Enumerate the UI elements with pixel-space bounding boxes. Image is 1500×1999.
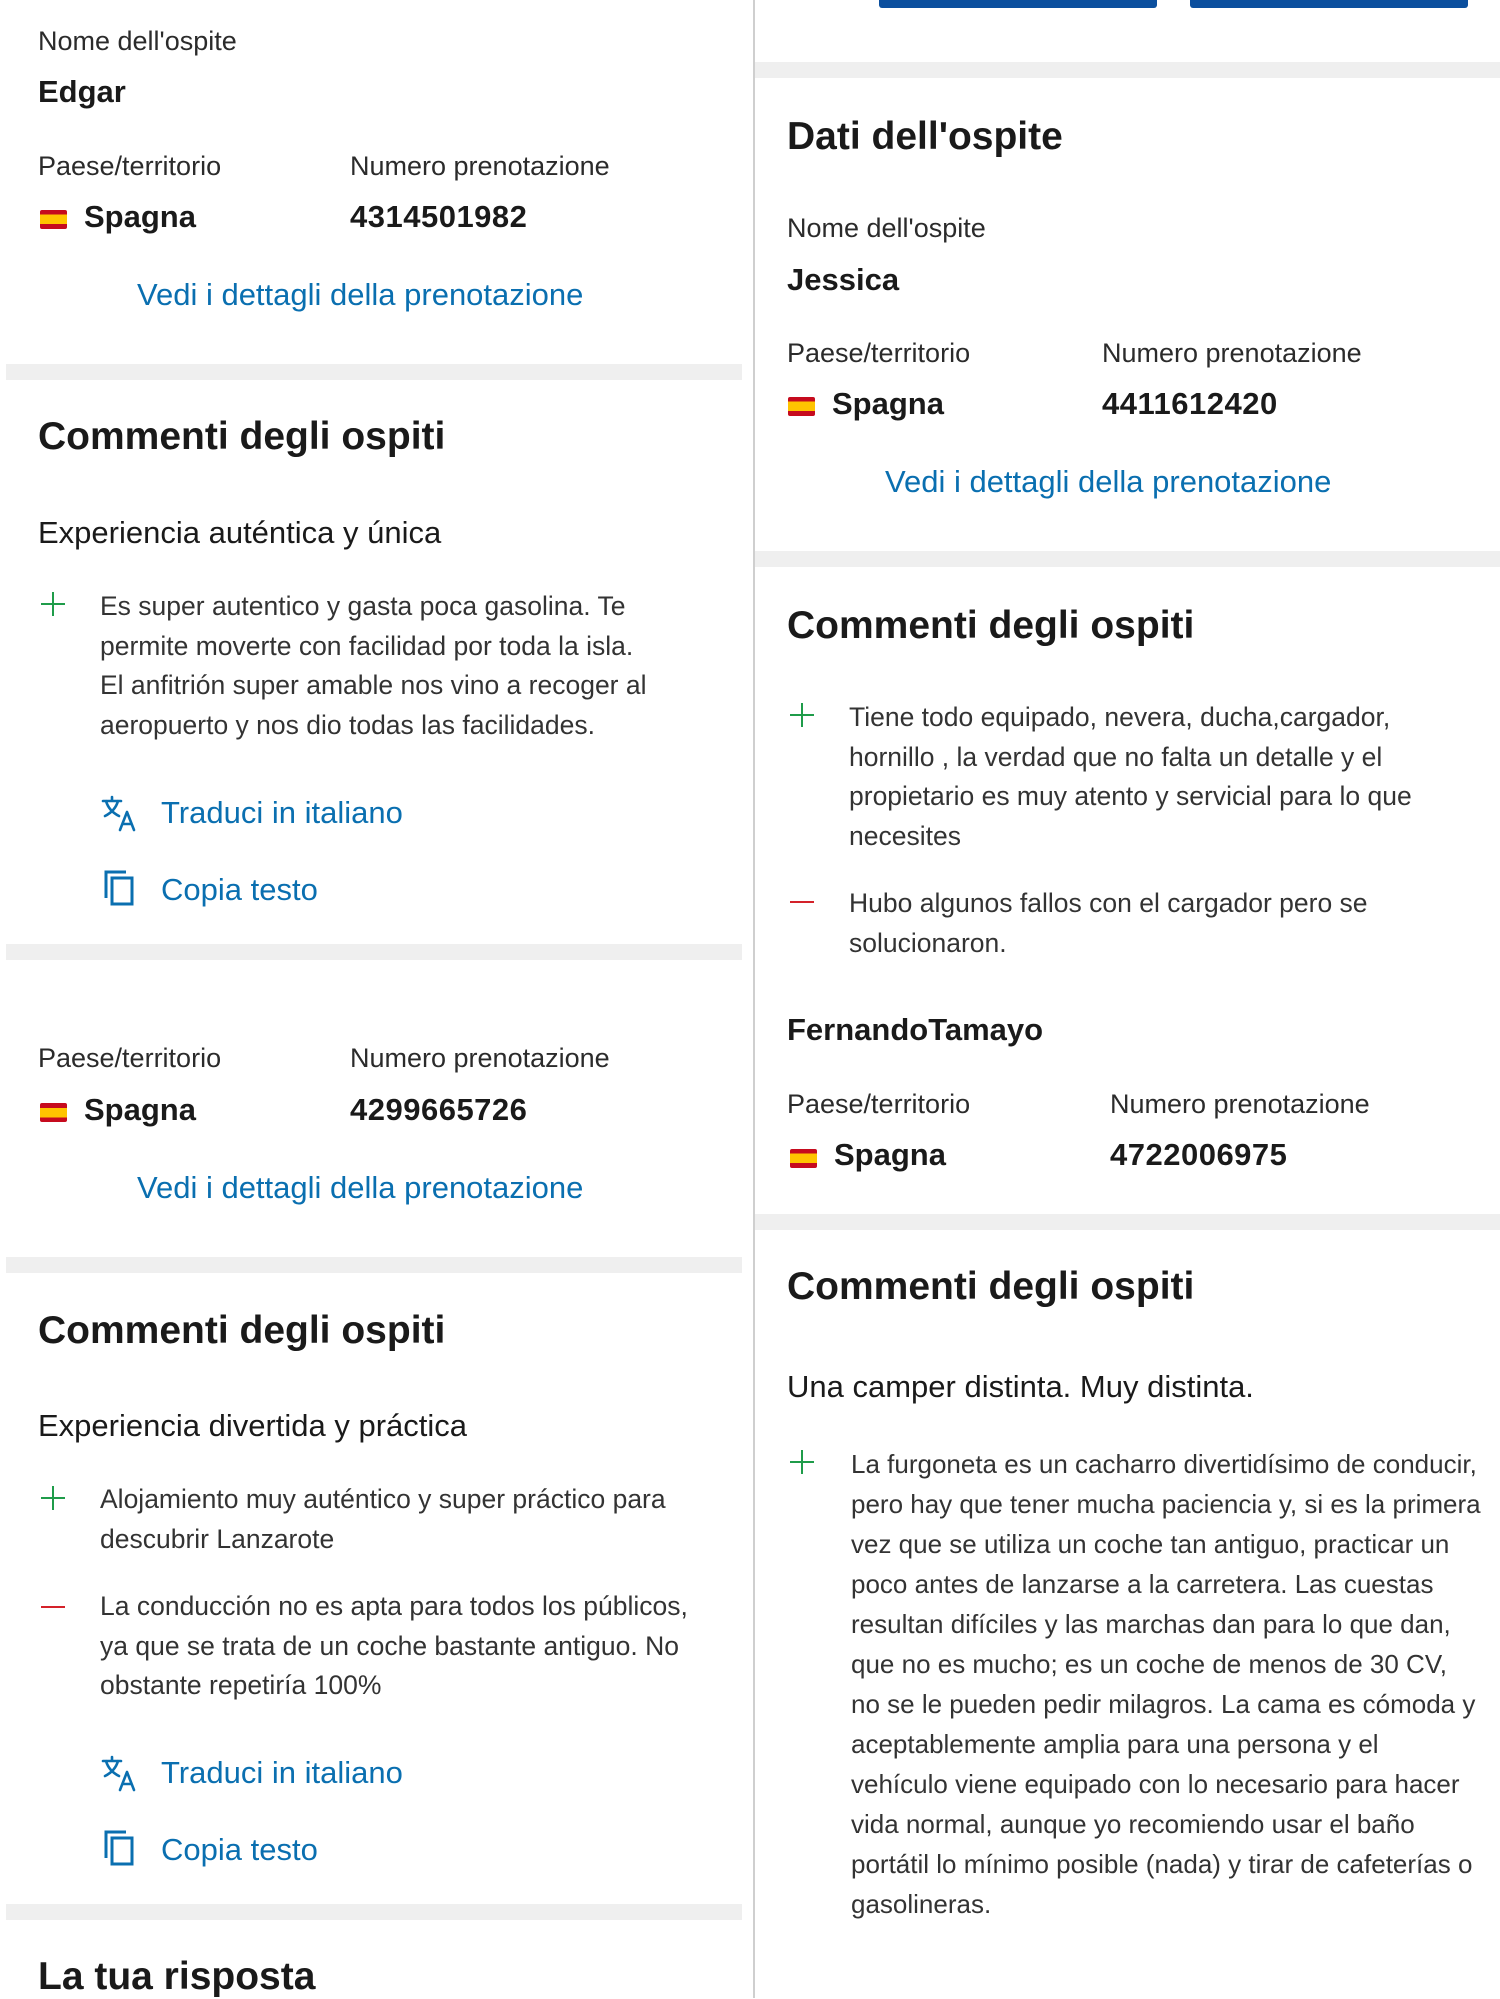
section-divider xyxy=(6,364,742,380)
country-value: Spagna xyxy=(834,1137,946,1172)
spain-flag-icon xyxy=(788,397,815,416)
negative-comment: Hubo algunos fallos con el cargador pero se solucionaron. xyxy=(849,888,1368,958)
positive-plus-icon xyxy=(41,1486,65,1510)
guest-data-heading: Dati dell'ospite xyxy=(787,115,1063,158)
guest-name-label: Nome dell'ospite xyxy=(787,213,986,243)
positive-plus-icon xyxy=(790,1450,814,1474)
section-divider xyxy=(755,1214,1500,1230)
country-label: Paese/territorio xyxy=(38,151,222,181)
view-booking-details-link[interactable]: Vedi i dettagli della prenotazione xyxy=(137,1170,584,1205)
copy-icon[interactable] xyxy=(100,868,140,908)
translate-icon[interactable] xyxy=(100,1753,140,1793)
top-button-edge[interactable] xyxy=(879,0,1157,8)
guest-comments-heading: Commenti degli ospiti xyxy=(787,604,1195,647)
guest-name: Jessica xyxy=(787,262,900,297)
review-title: Experiencia divertida y práctica xyxy=(38,1408,468,1443)
country-label: Paese/territorio xyxy=(787,338,971,368)
review-title: Una camper distinta. Muy distinta. xyxy=(787,1369,1254,1404)
booking-number: 4314501982 xyxy=(350,199,528,234)
positive-plus-icon xyxy=(41,592,65,616)
copy-text-button[interactable]: Copia testo xyxy=(161,872,318,907)
guest-comments-heading: Commenti degli ospiti xyxy=(38,415,446,458)
your-reply-heading: La tua risposta xyxy=(38,1955,316,1998)
right-panel xyxy=(753,0,1500,1998)
view-booking-details-link[interactable]: Vedi i dettagli della prenotazione xyxy=(885,464,1332,499)
country-value: Spagna xyxy=(832,386,944,421)
left-panel xyxy=(0,0,748,1998)
negative-minus-icon xyxy=(41,1595,65,1619)
country-value: Spagna xyxy=(84,199,196,234)
booking-number-label: Numero prenotazione xyxy=(1110,1089,1370,1119)
section-divider xyxy=(6,1257,742,1273)
top-button-edge[interactable] xyxy=(1190,0,1468,8)
section-divider xyxy=(6,944,742,960)
positive-comment: La furgoneta es un cacharro divertidísimo de conducir, pero hay que tener mucha paciencia y, si es la primera vez que se utiliza un coche tan antiguo, practicar un poco antes de lanzarse a la carretera. Las cuestas resultan difíciles y las marchas dan para lo que dan, que no es mucho; es un coche de menos de 30 CV, no se le pueden pedir milagros. La cama es cómoda y aceptablemente amplia para una persona y el vehículo viene equipado con lo necesario para hacer vida normal, aunque yo recomiendo usar el baño portátil lo mínimo posible (nada) y tirar de cafeterías o gasolineras. xyxy=(851,1449,1481,1919)
spain-flag-icon xyxy=(790,1149,817,1168)
guest-comments-heading: Commenti degli ospiti xyxy=(38,1309,446,1352)
booking-number-label: Numero prenotazione xyxy=(1102,338,1362,368)
guest-name: Edgar xyxy=(38,74,126,109)
negative-minus-icon xyxy=(790,890,814,914)
guest-name: FernandoTamayo xyxy=(787,1012,1044,1047)
country-label: Paese/territorio xyxy=(38,1043,222,1073)
booking-number: 4411612420 xyxy=(1102,386,1278,421)
positive-comment: Tiene todo equipado, nevera, ducha,cargador, hornillo , la verdad que no falta un detalle y el propietario es muy atento y servicial para lo que necesites xyxy=(849,702,1412,851)
translate-icon[interactable] xyxy=(100,793,140,833)
booking-number: 4722006975 xyxy=(1110,1137,1288,1172)
section-divider xyxy=(755,551,1500,567)
booking-number-label: Numero prenotazione xyxy=(350,1043,610,1073)
view-booking-details-link[interactable]: Vedi i dettagli della prenotazione xyxy=(137,277,584,312)
booking-number: 4299665726 xyxy=(350,1092,528,1127)
copy-text-button[interactable]: Copia testo xyxy=(161,1832,318,1867)
guest-name-label: Nome dell'ospite xyxy=(38,26,237,56)
spain-flag-icon xyxy=(40,1103,67,1122)
translate-button[interactable]: Traduci in italiano xyxy=(161,795,403,830)
copy-icon[interactable] xyxy=(100,1828,140,1868)
positive-comment: Alojamiento muy auténtico y super práctico para descubrir Lanzarote xyxy=(100,1484,666,1554)
booking-number-label: Numero prenotazione xyxy=(350,151,610,181)
positive-comment: Es super autentico y gasta poca gasolina. Te permite moverte con facilidad por toda la isla. El anfitrión super amable nos vino a recoger al aeropuerto y nos dio todas las facilidades. xyxy=(100,591,647,740)
translate-button[interactable]: Traduci in italiano xyxy=(161,1755,403,1790)
spain-flag-icon xyxy=(40,210,67,229)
review-title: Experiencia auténtica y única xyxy=(38,515,442,550)
negative-comment: La conducción no es apta para todos los públicos, ya que se trata de un coche bastante antiguo. No obstante repetiría 100% xyxy=(100,1591,688,1700)
positive-plus-icon xyxy=(790,703,814,727)
section-divider xyxy=(755,62,1500,78)
country-value: Spagna xyxy=(84,1092,196,1127)
section-divider xyxy=(6,1904,742,1920)
guest-comments-heading: Commenti degli ospiti xyxy=(787,1265,1195,1308)
country-label: Paese/territorio xyxy=(787,1089,971,1119)
